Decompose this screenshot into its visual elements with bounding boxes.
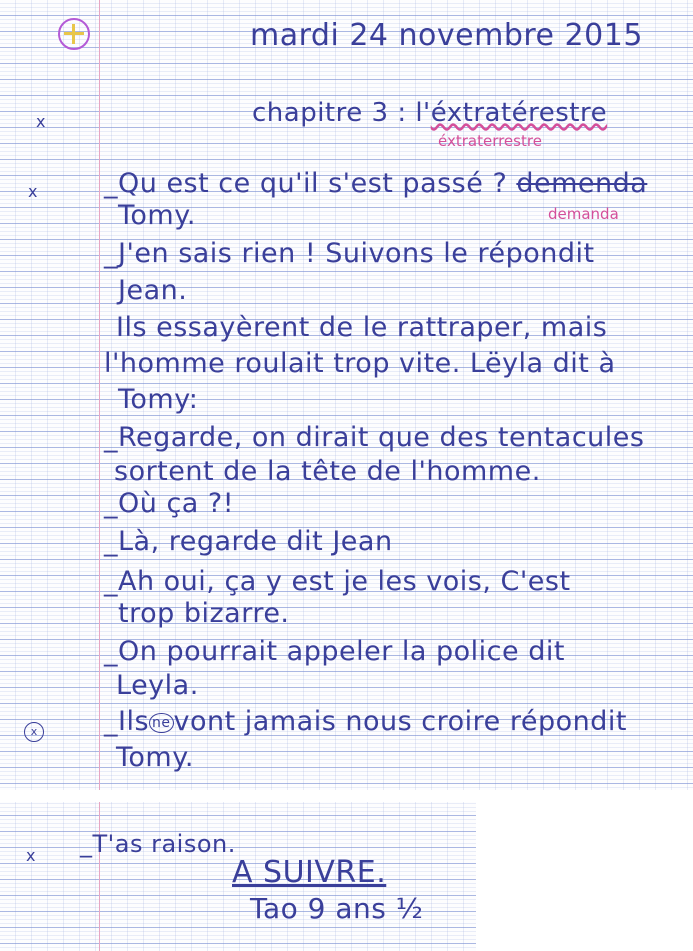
text-line: Tomy. xyxy=(116,742,194,773)
text-line: Jean. xyxy=(118,275,188,306)
margin-x-mark: x xyxy=(26,846,36,865)
title-correction: éxtraterrestre xyxy=(438,132,542,150)
text-line: Ils essayèrent de le rattraper, mais xyxy=(116,312,608,343)
circled-x-mark: x xyxy=(24,722,44,742)
chapter-title xyxy=(252,98,607,128)
text-line: Tomy. xyxy=(118,200,196,231)
text-line: _Regarde, on dirait que des tentacules xyxy=(104,422,645,453)
correction-demanda: demanda xyxy=(548,205,619,223)
margin-x-mark: x xyxy=(36,112,46,131)
text-line: _Ils ne vont jamais nous croire répondit xyxy=(104,706,627,737)
text-line: _Ah oui, ça y est je les vois, C'est xyxy=(104,566,571,597)
circled-word-ne: ne xyxy=(149,713,174,733)
chapter-title-word: éxtratérestre xyxy=(430,98,608,128)
circled-cross-icon xyxy=(58,18,90,50)
blank-paper-area xyxy=(476,800,693,951)
text-line: _Où ça ?! xyxy=(104,488,235,519)
date-heading: mardi 24 novembre 2015 xyxy=(250,18,643,53)
text-line: Tomy: xyxy=(118,384,199,415)
text-line: sortent de la tête de l'homme. xyxy=(114,456,541,487)
struck-word: demenda xyxy=(516,168,648,199)
last-line: _T'as raison. xyxy=(80,830,236,858)
text-line: Leyla. xyxy=(116,670,199,701)
margin-x-mark: x xyxy=(28,182,38,201)
text-line: _J'en sais rien ! Suivons le répondit xyxy=(104,238,595,269)
text-line: trop bizarre. xyxy=(118,598,290,629)
chapter-title-prefix: chapitre 3 : l' xyxy=(252,98,431,128)
to-be-continued: A SUIVRE. xyxy=(232,855,387,890)
text-line: l'homme roulait trop vite. Lëyla dit à xyxy=(104,348,616,379)
text-line: _Là, regarde dit Jean xyxy=(104,526,393,557)
text-line: _Qu est ce qu'il s'est passé ? demenda xyxy=(104,168,648,199)
author-signature: Tao 9 ans ½ xyxy=(250,892,424,925)
text-line: _On pourrait appeler la police dit xyxy=(104,636,565,667)
